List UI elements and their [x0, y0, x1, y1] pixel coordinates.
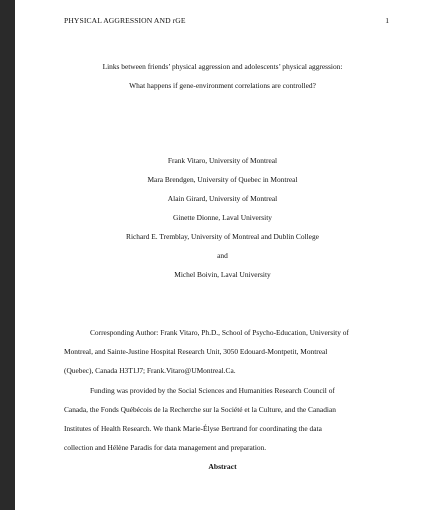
correspondence-line-2: Montreal, and Sainte-Justine Hospital Research Unit, 3050 Edouard-Montpetit, Montreal — [64, 347, 328, 356]
author-connector-and: and — [217, 251, 228, 260]
author-line: Ginette Dionne, Laval University — [173, 213, 272, 222]
author-line: Michel Boivin, Laval University — [174, 270, 271, 279]
correspondence-line-1: Corresponding Author: Frank Vitaro, Ph.D., School of Psycho-Education, University of — [90, 328, 349, 337]
funding-line-2: Canada, the Fonds Québécois de la Recherche sur la Société et la Culture, and the Canadian — [64, 405, 336, 414]
author-line: Frank Vitaro, University of Montreal — [167, 156, 278, 165]
author-line: Alain Girard, University of Montreal — [167, 194, 278, 203]
funding-line-4: collection and Hélène Paradis for data management and preparation. — [64, 443, 267, 452]
funding-line-1: Funding was provided by the Social Sciences and Humanities Research Council of — [90, 386, 335, 395]
funding-line-3: Institutes of Health Research. We thank Marie-Élyse Bertrand for coordinating the data — [64, 424, 322, 433]
title-line-2: What happens if gene-environment correlations are controlled? — [129, 81, 316, 90]
title-line-1: Links between friends’ physical aggression and adolescents’ physical aggression: — [102, 62, 343, 71]
correspondence-line-3: (Quebec), Canada H3T1J7; Frank.Vitaro@UMontreal.Ca. — [64, 366, 236, 375]
page-number: 1 — [385, 16, 389, 25]
running-head: PHYSICAL AGGRESSION AND rGE — [64, 16, 186, 25]
abstract-heading: Abstract — [208, 462, 237, 471]
author-line: Mara Brendgen, University of Quebec in Montreal — [147, 175, 298, 184]
document-page — [15, 0, 430, 510]
author-line: Richard E. Tremblay, University of Montreal and Dublin College — [126, 232, 319, 241]
viewer-left-edge — [0, 0, 15, 510]
